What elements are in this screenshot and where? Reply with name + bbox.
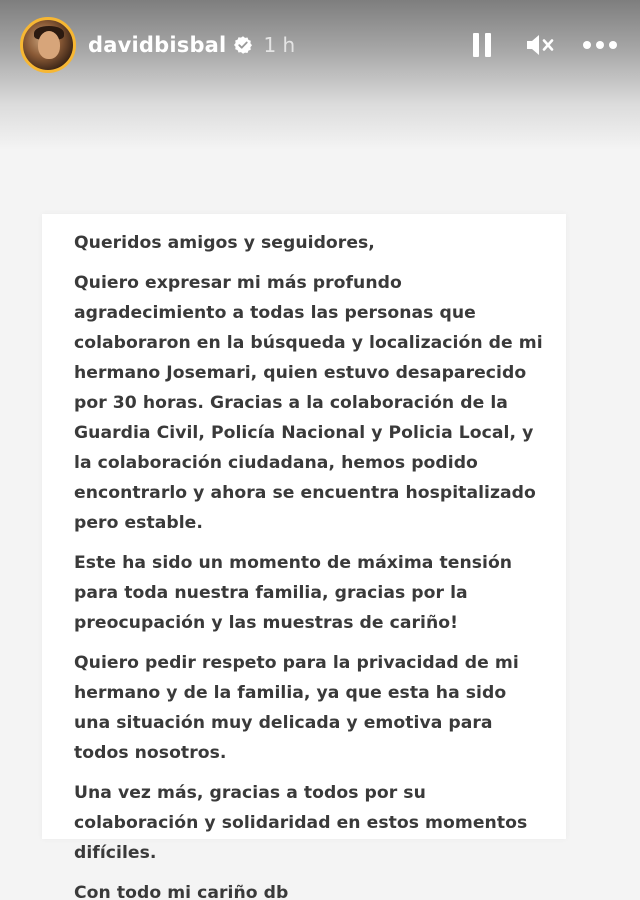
- pause-icon[interactable]: [462, 25, 502, 65]
- pause-bar-left: [473, 33, 479, 57]
- profile-avatar[interactable]: [20, 17, 76, 73]
- note-paragraph: Este ha sido un momento de máxima tensión para toda nuestra familia, gracias por la preocupación y las muestras de cariño!: [74, 553, 513, 633]
- more-options-icon[interactable]: [580, 25, 620, 65]
- pause-bar-right: [485, 33, 491, 57]
- note-paragraph: Quiero expresar mi más profundo agradecimiento a todas las personas que colaboraron en la búsqueda y localización de mi hermano Josemari, quien estuvo desaparecido por 30 horas. Gracias a la colaboración de la Guardia Civil, Policía Nacional y Policia Local, y la colaboración ciudadana, hemos podido encontrarlo y ahora se encuentra hospitalizado pero estable.: [74, 273, 543, 533]
- mute-icon[interactable]: [522, 25, 558, 65]
- statement-note: [42, 214, 566, 900]
- verified-badge-icon: [233, 35, 253, 55]
- story-controls: [462, 25, 620, 65]
- post-time: 1 h: [263, 33, 296, 57]
- note-greeting: Queridos amigos y seguidores,: [74, 233, 375, 253]
- speaker-muted-icon: [525, 32, 555, 58]
- avatar-face: [38, 31, 60, 59]
- note-paragraph: Quiero pedir respeto para la privacidad de mi hermano y de la familia, ya que esta ha sido una situación muy delicada y emotiva para todos nosotros.: [74, 653, 519, 763]
- note-signoff: Con todo mi cariño db: [74, 883, 289, 900]
- username[interactable]: davidbisbal: [88, 33, 227, 57]
- note-paragraph: Una vez más, gracias a todos por su colaboración y solidaridad en estos momentos difíciles.: [74, 783, 528, 863]
- story-header: [0, 0, 640, 90]
